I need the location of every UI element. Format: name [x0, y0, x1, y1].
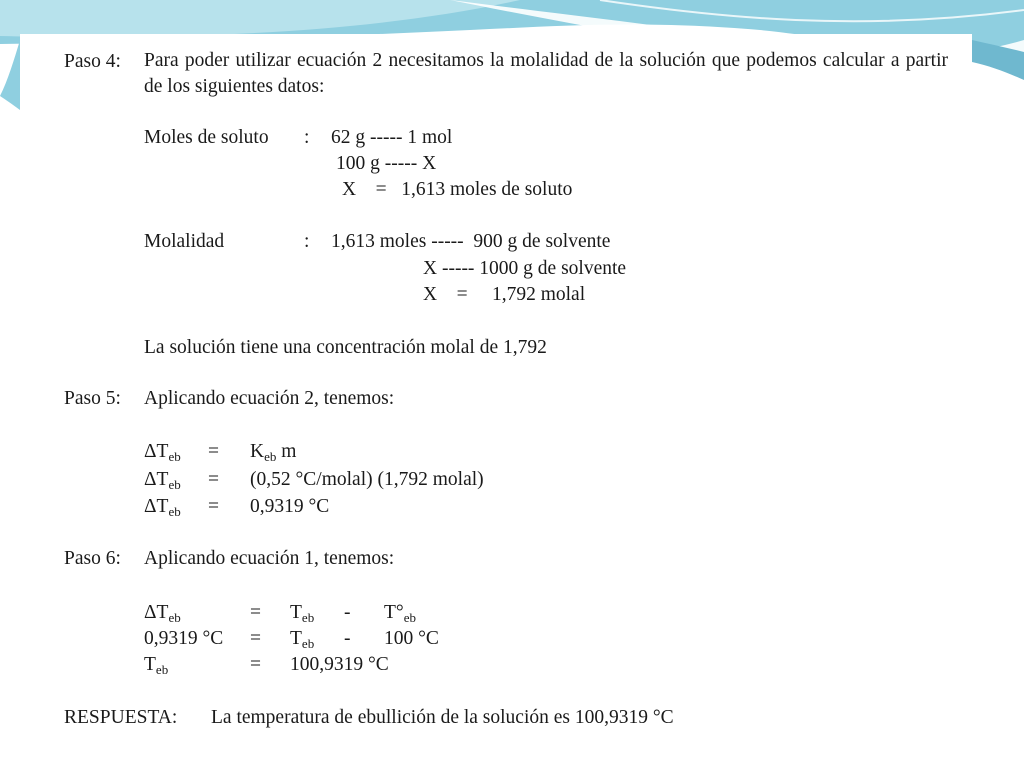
- paso-6-eq-2-rhs: 100 °C: [384, 628, 439, 649]
- paso-6-eq-1-lhs: $\Delta T_{eb}$: [144, 602, 181, 625]
- paso-5-eq-2-lhs: $\Delta T_{eb}$: [144, 469, 181, 492]
- paso-6-label: Paso 6:: [64, 548, 121, 569]
- paso-6-eq-2-teb: $T_{eb}$: [290, 628, 315, 651]
- paso-5-eq-1-lhs: $\Delta T_{eb}$: [144, 441, 181, 464]
- molalidad-colon: :: [304, 231, 310, 252]
- paso-5-eq-2-equals: =: [208, 469, 219, 490]
- paso-6-eq-3-lhs: $T_{eb}$: [144, 654, 169, 677]
- document-page: [20, 34, 972, 740]
- paso-5-text: Aplicando ecuación 2, tenemos:: [144, 388, 395, 409]
- paso-6-eq-1-teb: $T_{eb}$: [290, 602, 315, 625]
- paso-6-eq-2-minus: -: [344, 628, 351, 649]
- paso-5-eq-2-rhs: (0,52 °C/molal) (1,792 molal): [250, 469, 484, 490]
- moles-line-2: 100 g ----- X: [336, 153, 437, 174]
- paso-4-conclusion: La solución tiene una concentración molal de 1,792: [144, 337, 547, 358]
- paso-5-eq-1-equals: =: [208, 441, 219, 462]
- respuesta-text: La temperatura de ebullición de la solución es 100,9319 °C: [211, 707, 674, 728]
- paso-5-label: Paso 5:: [64, 388, 121, 409]
- paso-5-eq-3-equals: =: [208, 496, 219, 517]
- moles-soluto-colon: :: [304, 127, 310, 148]
- molalidad-line-2: X ----- 1000 g de solvente: [423, 258, 627, 279]
- paso-5-eq-1-rhs: $K_{eb}$ m: [250, 441, 297, 464]
- paso-4-label: Paso 4:: [64, 51, 121, 72]
- paso-5-eq-3-rhs: 0,9319 °C: [250, 496, 330, 517]
- paso-6-eq-2-lhs: 0,9319 °C: [144, 628, 224, 649]
- paso-6-eq-1-minus: -: [344, 602, 351, 623]
- paso-6-text: Aplicando ecuación 1, tenemos:: [144, 548, 395, 569]
- paso-5-eq-3-lhs: $\Delta T_{eb}$: [144, 496, 181, 519]
- paso-6-eq-1-equals: =: [250, 602, 261, 623]
- molalidad-label: Molalidad: [144, 231, 225, 252]
- paso-6-eq-2-equals: =: [250, 628, 261, 649]
- respuesta-label: RESPUESTA:: [64, 707, 178, 728]
- paso-4-text: Para poder utilizar ecuación 2 necesitamos la molalidad de la solución que podemos calcular a partir de los siguientes datos:: [144, 50, 948, 97]
- moles-soluto-label: Moles de soluto: [144, 127, 269, 148]
- paso-6-eq-3-equals: =: [250, 654, 261, 675]
- paso-6-eq-3-rhs: 100,9319 °C: [290, 654, 389, 675]
- molalidad-line-1: 1,613 moles ----- 900 g de solvente: [331, 231, 611, 252]
- moles-line-1: 62 g ----- 1 mol: [331, 127, 453, 148]
- moles-line-3: X = 1,613 moles de soluto: [342, 179, 573, 200]
- molalidad-line-3: X = 1,792 molal: [423, 284, 586, 305]
- paso-6-eq-1-t0eb: $T^\circ_{eb}$: [384, 602, 416, 625]
